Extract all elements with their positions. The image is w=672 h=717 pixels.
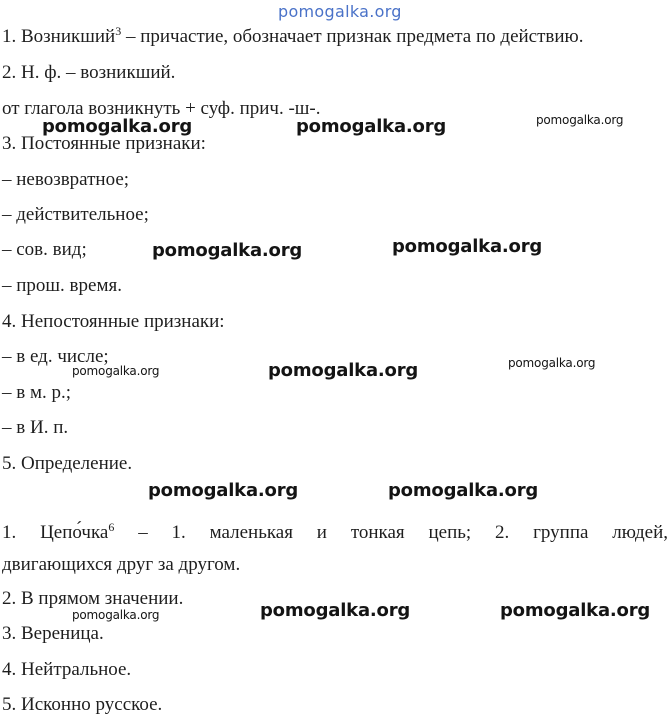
watermark: pomogalka.org: [268, 360, 419, 381]
header-watermark: pomogalka.org: [278, 2, 402, 21]
text-line: – невозвратное;: [2, 169, 130, 190]
text-line: – действительное;: [2, 204, 149, 225]
watermark: pomogalka.org: [72, 364, 160, 378]
text-line: – в И. п.: [2, 417, 69, 438]
watermark: pomogalka.org: [72, 608, 160, 622]
watermark: pomogalka.org: [42, 116, 193, 137]
watermark: pomogalka.org: [392, 236, 543, 257]
text-line: – в ед. числе;: [2, 346, 109, 367]
text-line: 4. Нейтральное.: [2, 659, 132, 680]
text-line: 5. Исконно русское.: [2, 694, 163, 715]
text-line: – прош. время.: [2, 275, 122, 296]
text-line: двигающихся друг за другом.: [2, 554, 241, 575]
watermark: pomogalka.org: [296, 116, 447, 137]
text-line: – в м. р.;: [2, 382, 72, 403]
watermark: pomogalka.org: [536, 113, 624, 127]
text-line: 2. В прямом значении.: [2, 588, 184, 609]
text-line: [2, 26, 584, 48]
watermark: pomogalka.org: [500, 600, 651, 621]
text-fragment: 1. Цепо́чка: [2, 522, 109, 543]
watermark: pomogalka.org: [148, 480, 299, 501]
text-fragment: – 1. маленькая и тонкая цепь; 2. группа людей,: [114, 522, 668, 543]
watermark: pomogalka.org: [260, 600, 411, 621]
watermark: pomogalka.org: [388, 480, 539, 501]
text-line: – сов. вид;: [2, 239, 87, 260]
text-line: от глагола возникнуть + суф. прич. -ш-.: [2, 98, 321, 119]
text-fragment: 1. Возникший: [2, 26, 116, 47]
text-line: [2, 522, 668, 544]
text-line: 4. Непостоянные признаки:: [2, 311, 225, 332]
watermark: pomogalka.org: [508, 356, 596, 370]
watermark: pomogalka.org: [152, 240, 303, 261]
text-line: 2. Н. ф. – возникший.: [2, 62, 176, 83]
text-line: 5. Определение.: [2, 453, 133, 474]
footnote-mark: 6: [108, 520, 115, 534]
footnote-mark: 3: [115, 24, 122, 38]
text-line: 3. Вереница.: [2, 623, 104, 644]
text-fragment: – причастие, обозначает признак предмета по действию.: [121, 26, 584, 47]
text-line: 3. Постоянные признаки:: [2, 133, 206, 154]
